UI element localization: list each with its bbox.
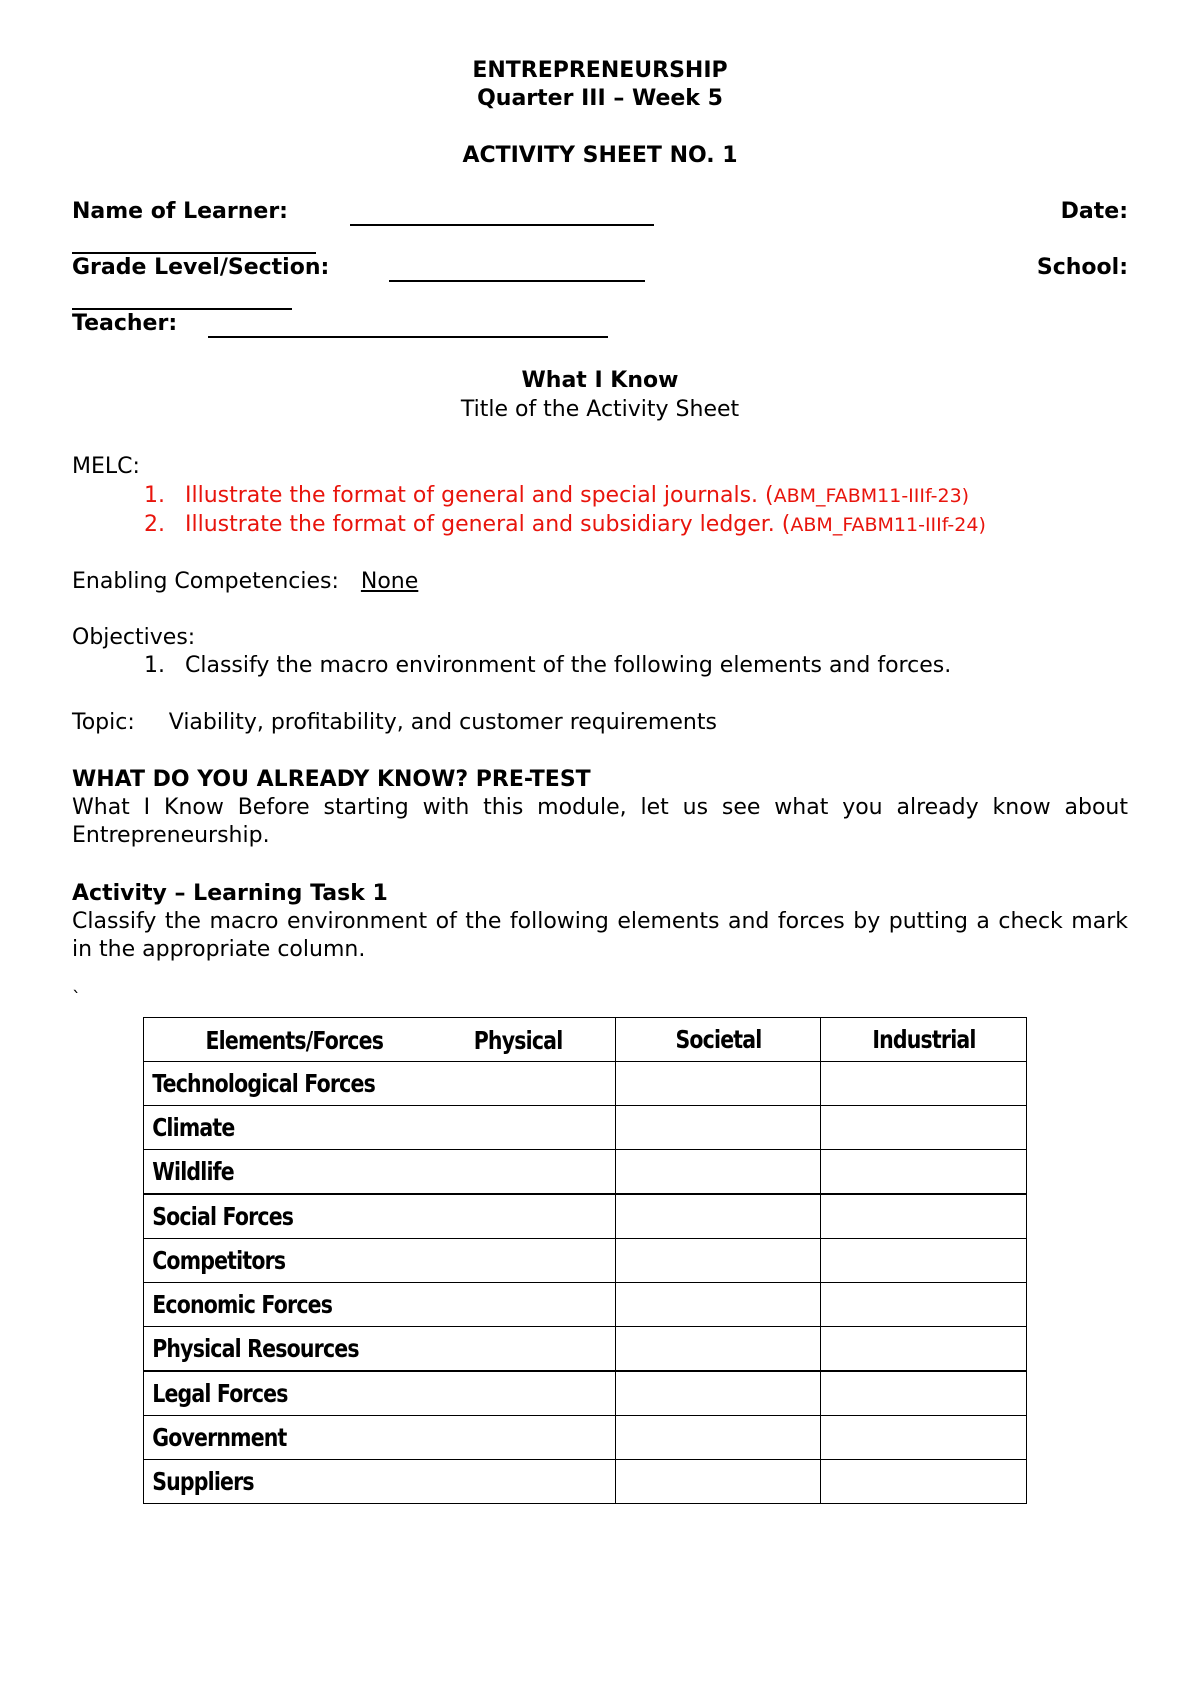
header-elements-physical <box>144 1018 616 1062</box>
section-subtitle: Title of the Activity Sheet <box>460 397 740 422</box>
row-label: Competitors <box>152 1246 286 1275</box>
melc-item-2-code: ABM_FABM11-IIIf-24) <box>790 514 986 536</box>
melc-item-2-number: 2. <box>144 512 165 537</box>
row-label: Technological Forces <box>152 1069 375 1098</box>
row-label: Suppliers <box>152 1467 254 1496</box>
societal-check-cell[interactable] <box>616 1194 821 1239</box>
row-label: Economic Forces <box>152 1290 333 1319</box>
societal-check-cell[interactable] <box>616 1239 821 1283</box>
topic-value: Viability, profitability, and customer requirements <box>168 710 717 735</box>
header-societal: Societal <box>675 1025 762 1054</box>
table-row <box>144 1239 1027 1283</box>
row-label-cell[interactable] <box>144 1460 616 1504</box>
name-input-line[interactable] <box>350 224 654 226</box>
row-label: Wildlife <box>152 1157 234 1186</box>
societal-check-cell[interactable] <box>616 1150 821 1195</box>
melc-item-2-text: Illustrate the format of general and subsidiary ledger. ( <box>185 512 791 537</box>
teacher-label: Teacher: <box>72 311 178 336</box>
row-label: Legal Forces <box>152 1379 288 1408</box>
table-row <box>144 1062 1027 1106</box>
societal-check-cell[interactable] <box>616 1416 821 1460</box>
table-row <box>144 1371 1027 1416</box>
date-label: Date: <box>1060 199 1128 224</box>
table-row <box>144 1106 1027 1150</box>
name-label: Name of Learner: <box>72 199 288 224</box>
topic <box>72 709 717 737</box>
activity-text: Classify the macro environment of the following elements and forces by putting a check mark in the appropriate column. <box>72 909 1128 962</box>
topic-label: Topic: <box>72 710 135 735</box>
row-label-cell[interactable] <box>144 1062 616 1106</box>
row-label-cell[interactable] <box>144 1327 616 1372</box>
teacher-input-line[interactable] <box>208 336 608 338</box>
section-title: What I Know <box>521 368 679 393</box>
row-label-cell[interactable] <box>144 1150 616 1195</box>
industrial-check-cell[interactable] <box>821 1194 1027 1239</box>
header-industrial: Industrial <box>871 1025 976 1054</box>
subject-title: ENTREPRENEURSHIP <box>472 58 728 83</box>
melc-item-1-code: ABM_FABM11-IIIf-23) <box>773 485 970 507</box>
table-row <box>144 1194 1027 1239</box>
industrial-check-cell[interactable] <box>821 1460 1027 1504</box>
row-label: Climate <box>152 1113 235 1142</box>
quarter-week: Quarter III – Week 5 <box>477 86 723 111</box>
row-label: Social Forces <box>152 1202 294 1231</box>
pretest-text: What I Know Before starting with this module, let us see what you already know about Entrepreneurship. <box>72 795 1128 848</box>
stray-mark: ` <box>72 988 81 1009</box>
industrial-check-cell[interactable] <box>821 1283 1027 1327</box>
activity-sheet-number: ACTIVITY SHEET NO. 1 <box>462 143 738 168</box>
enabling-value: None <box>360 569 419 594</box>
pretest-heading: WHAT DO YOU ALREADY KNOW? PRE-TEST <box>72 767 591 792</box>
industrial-check-cell[interactable] <box>821 1150 1027 1195</box>
industrial-check-cell[interactable] <box>821 1327 1027 1372</box>
table-row <box>144 1460 1027 1504</box>
industrial-check-cell[interactable] <box>821 1062 1027 1106</box>
melc-item-1-text: Illustrate the format of general and special journals. ( <box>185 483 774 508</box>
societal-check-cell[interactable] <box>616 1106 821 1150</box>
melc-label: MELC: <box>72 454 140 479</box>
row-label: Physical Resources <box>152 1334 359 1363</box>
row-label-cell[interactable] <box>144 1371 616 1416</box>
enabling-competencies <box>72 568 418 596</box>
row-label-cell[interactable] <box>144 1416 616 1460</box>
industrial-check-cell[interactable] <box>821 1416 1027 1460</box>
objective-item-1-number: 1. <box>144 653 165 678</box>
societal-check-cell[interactable] <box>616 1062 821 1106</box>
row-label-cell[interactable] <box>144 1194 616 1239</box>
industrial-check-cell[interactable] <box>821 1106 1027 1150</box>
table-row <box>144 1150 1027 1195</box>
grade-input-line[interactable] <box>389 280 645 282</box>
industrial-check-cell[interactable] <box>821 1239 1027 1283</box>
row-label: Government <box>152 1423 287 1452</box>
activity-heading: Activity – Learning Task 1 <box>72 881 388 906</box>
row-label-cell[interactable] <box>144 1239 616 1283</box>
header-elements-forces: Elements/Forces <box>205 1026 384 1055</box>
classification-table <box>143 1017 1027 1504</box>
table-row <box>144 1327 1027 1372</box>
header-physical: Physical <box>473 1026 563 1055</box>
objective-item-1 <box>144 652 951 680</box>
societal-check-cell[interactable] <box>616 1327 821 1372</box>
societal-check-cell[interactable] <box>616 1283 821 1327</box>
table-header-row <box>144 1018 1027 1062</box>
row-label-cell[interactable] <box>144 1106 616 1150</box>
grade-label: Grade Level/Section: <box>72 255 330 280</box>
enabling-label: Enabling Competencies: <box>72 569 339 594</box>
row-label-cell[interactable] <box>144 1283 616 1327</box>
objectives-label: Objectives: <box>72 625 196 650</box>
industrial-check-cell[interactable] <box>821 1371 1027 1416</box>
societal-check-cell[interactable] <box>616 1460 821 1504</box>
school-label: School: <box>1036 255 1128 280</box>
melc-item-1-number: 1. <box>144 483 165 508</box>
objective-item-1-text: Classify the macro environment of the following elements and forces. <box>185 653 952 678</box>
melc-item-2 <box>144 511 986 539</box>
table-row <box>144 1283 1027 1327</box>
table-row <box>144 1416 1027 1460</box>
societal-check-cell[interactable] <box>616 1371 821 1416</box>
melc-item-1 <box>144 482 969 510</box>
